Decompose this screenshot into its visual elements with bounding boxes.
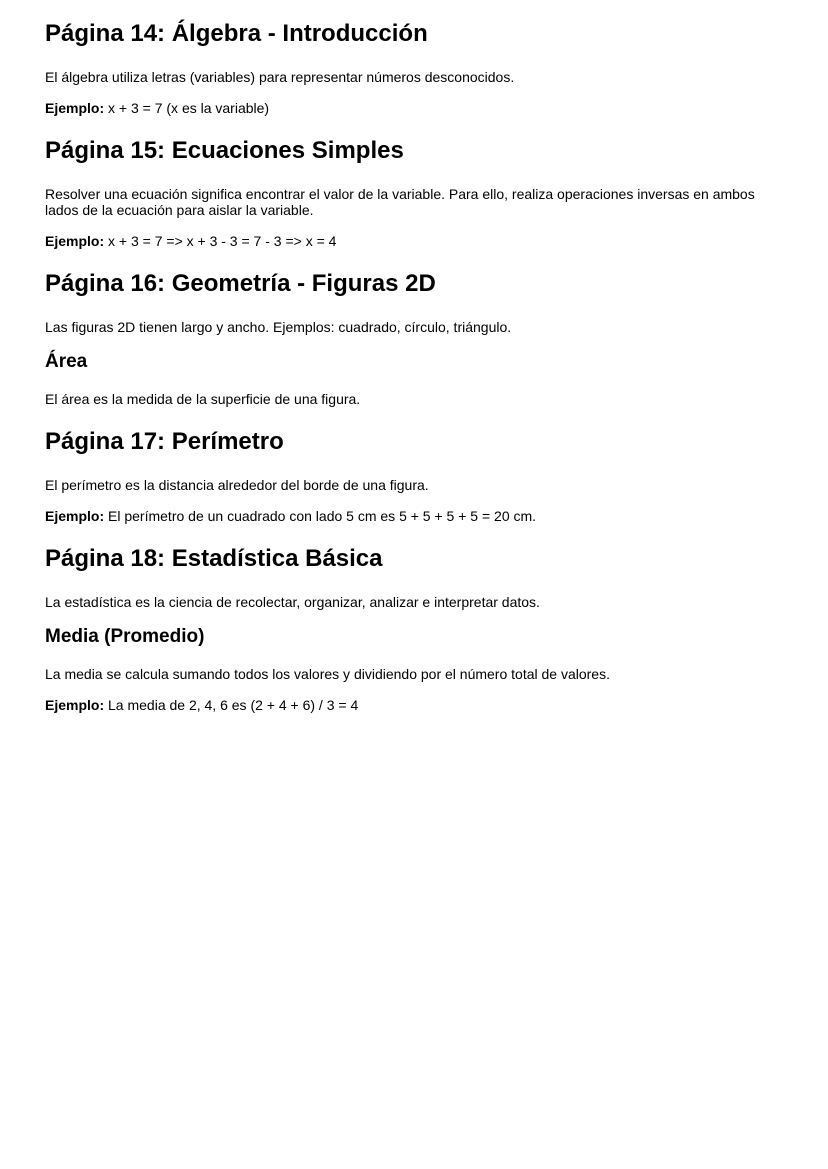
section-heading-page-18: Página 18: Estadística Básica [45,545,383,572]
example-paragraph [45,697,788,713]
example-label: Ejemplo: [45,508,105,524]
section-paragraph: El perímetro es la distancia alrededor del borde de una figura. [45,477,429,493]
subsection-paragraph: El área es la medida de la superficie de una figura. [45,391,361,407]
example-paragraph [45,233,788,249]
subsection-heading-media: Media (Promedio) [45,626,205,647]
section-paragraph: Las figuras 2D tienen largo y ancho. Ejemplos: cuadrado, círculo, triángulo. [45,319,512,335]
subsection-heading-area: Área [45,351,88,372]
example-label: Ejemplo: [45,697,105,713]
section-heading-page-16: Página 16: Geometría - Figuras 2D [45,270,436,297]
section-paragraph: La estadística es la ciencia de recolectar, organizar, analizar e interpretar datos. [45,594,540,610]
subsection-paragraph: La media se calcula sumando todos los valores y dividiendo por el número total de valores. [45,666,610,682]
example-text: x + 3 = 7 (x es la variable) [104,100,270,116]
example-text: La media de 2, 4, 6 es (2 + 4 + 6) / 3 = 4 [104,697,359,713]
example-paragraph [45,100,788,116]
section-paragraph: Resolver una ecuación significa encontrar el valor de la variable. Para ello, realiza operaciones inversas en ambos lados de la ecuación para aislar la variable. [45,186,755,218]
section-heading-page-17: Página 17: Perímetro [45,428,284,455]
example-label: Ejemplo: [45,233,105,249]
example-label: Ejemplo: [45,100,105,116]
section-heading-page-14: Página 14: Álgebra - Introducción [45,20,428,47]
example-paragraph [45,508,788,524]
section-paragraph: El álgebra utiliza letras (variables) para representar números desconocidos. [45,69,515,85]
example-text: El perímetro de un cuadrado con lado 5 cm es 5 + 5 + 5 + 5 = 20 cm. [104,508,537,524]
example-text: x + 3 = 7 => x + 3 - 3 = 7 - 3 => x = 4 [104,233,337,249]
section-heading-page-15: Página 15: Ecuaciones Simples [45,137,404,164]
